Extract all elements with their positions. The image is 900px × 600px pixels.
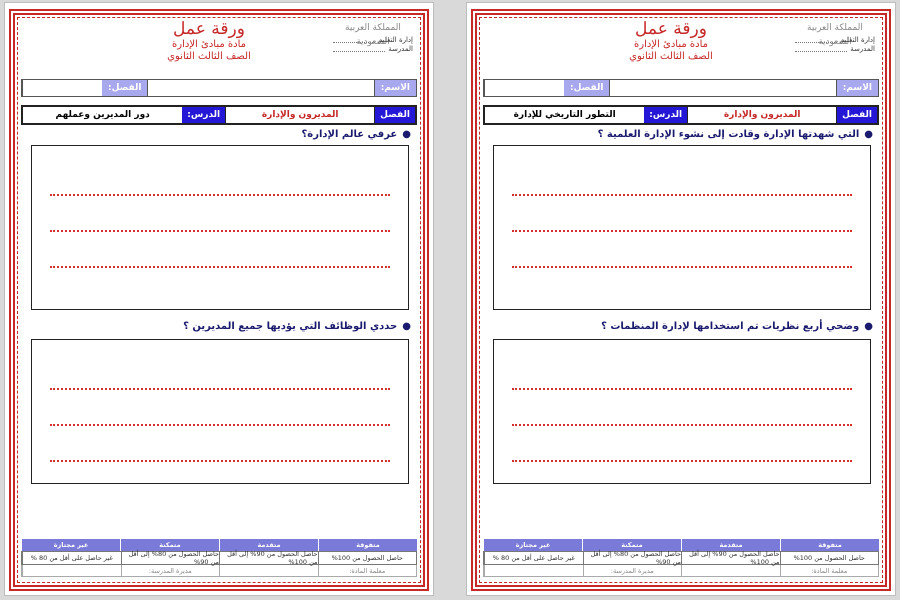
unit-lesson-row <box>21 105 417 125</box>
unit-lesson-row <box>483 105 879 125</box>
class-field[interactable] <box>484 80 564 96</box>
name-field[interactable] <box>147 80 374 96</box>
lesson-label: الدرس: <box>644 107 687 123</box>
question-text: التي شهدتها الإدارة وقادت إلى نشوء الإدارة العلمية ؟ <box>597 129 860 140</box>
class-field[interactable] <box>22 80 102 96</box>
subject-line: مادة مبادئ الإدارة <box>172 39 246 50</box>
ministry-emblem: المملكة العربية السعودية <box>807 23 863 47</box>
answer-line <box>512 196 852 232</box>
rubric-level: غير مجتازة <box>21 539 120 551</box>
unit-value: المديرون والإدارة <box>225 107 375 123</box>
edu-label: إدارة التعليم <box>378 36 413 44</box>
answer-box-1[interactable] <box>493 145 871 310</box>
rubric-level: غير مجتازة <box>483 539 582 551</box>
principal-signature: مديرة المدرسة: <box>121 565 220 576</box>
rubric-criterion[interactable]: حاصل الحصول من 90% إلى أقل من 100% <box>219 552 318 564</box>
answer-line <box>50 196 390 232</box>
signature-space[interactable] <box>219 565 318 576</box>
question-text: حددي الوظائف التي يؤديها جميع المديرين ؟ <box>183 321 398 332</box>
lesson-label: الدرس: <box>182 107 225 123</box>
question-text: وضحي أربع نظريات تم استخدامها لإدارة المنظمات ؟ <box>601 321 860 332</box>
ministry-emblem: المملكة العربية السعودية <box>345 23 401 47</box>
rubric-criterion[interactable]: حاصل الحصول من 90% إلى أقل من 100% <box>681 552 780 564</box>
answer-line <box>512 426 852 462</box>
lesson-value: التطور التاريخي للإدارة <box>513 110 616 120</box>
edu-field[interactable] <box>333 37 375 43</box>
ministry-header <box>795 21 875 53</box>
answer-line <box>512 390 852 426</box>
bullet-icon: ● <box>864 321 873 332</box>
subject-line: مادة مبادئ الإدارة <box>634 39 708 50</box>
unit-label: الفصل <box>375 107 415 123</box>
grade-line: الصف الثالث الثانوي <box>629 51 713 62</box>
teacher-signature: معلمة المادة: <box>318 565 417 576</box>
bullet-icon: ● <box>864 129 873 140</box>
rubric-level: متمكنة <box>120 539 219 551</box>
worksheet-title: ورقة عمل <box>173 19 245 39</box>
rubric-criterion[interactable]: حاصل الحصول من 100% <box>780 552 879 564</box>
unit-value: المديرون والإدارة <box>687 107 837 123</box>
teacher-signature: معلمة المادة: <box>780 565 879 576</box>
school-field[interactable] <box>333 46 385 52</box>
answer-line <box>50 186 390 196</box>
name-row <box>21 79 417 97</box>
rubric-level: متفوقة <box>318 539 417 551</box>
answer-line <box>512 232 852 268</box>
bullet-icon: ● <box>402 129 411 140</box>
signature-space[interactable] <box>681 565 780 576</box>
unit-label: الفصل <box>837 107 877 123</box>
name-field[interactable] <box>609 80 836 96</box>
question-2 <box>183 321 411 332</box>
rubric-criterion[interactable]: حاصل الحصول من 100% <box>318 552 417 564</box>
rubric-criterion[interactable]: غير حاصل على أقل من 80 % <box>22 552 121 564</box>
edu-label: إدارة التعليم <box>840 36 875 44</box>
worksheet-page-left <box>4 2 434 596</box>
answer-line <box>512 380 852 390</box>
rubric-criterion[interactable]: غير حاصل على أقل من 80 % <box>484 552 583 564</box>
signature-space[interactable] <box>484 565 583 576</box>
rubric-level: متقدمة <box>681 539 780 551</box>
worksheet-title: ورقة عمل <box>635 19 707 39</box>
rubric-level: متمكنة <box>582 539 681 551</box>
bullet-icon: ● <box>402 321 411 332</box>
ministry-header <box>333 21 413 53</box>
rubric-level: متقدمة <box>219 539 318 551</box>
answer-line <box>50 426 390 462</box>
edu-field[interactable] <box>795 37 837 43</box>
question-1 <box>598 129 873 140</box>
worksheet-page-right <box>466 2 896 596</box>
lesson-value: دور المديرين وعملهم <box>55 110 150 120</box>
rubric-criterion[interactable]: حاصل الحصول من 80% إلى أقل من 90% <box>121 552 220 564</box>
grading-rubric <box>21 539 417 581</box>
title-block <box>121 19 297 63</box>
answer-box-2[interactable] <box>31 339 409 484</box>
answer-line <box>512 186 852 196</box>
class-label: الفصل: <box>102 80 147 96</box>
name-label: الاسم: <box>837 80 878 96</box>
grading-rubric <box>483 539 879 581</box>
rubric-criterion[interactable]: حاصل الحصول من 80% إلى أقل من 90% <box>583 552 682 564</box>
rubric-level: متفوقة <box>780 539 879 551</box>
question-text: عرفي عالم الإدارة؟ <box>301 129 398 140</box>
answer-line <box>50 380 390 390</box>
name-row <box>483 79 879 97</box>
school-label: المدرسة <box>850 45 875 53</box>
principal-signature: مديرة المدرسة: <box>583 565 682 576</box>
answer-box-2[interactable] <box>493 339 871 484</box>
grade-line: الصف الثالث الثانوي <box>167 51 251 62</box>
answer-box-1[interactable] <box>31 145 409 310</box>
question-2 <box>601 321 873 332</box>
school-field[interactable] <box>795 46 847 52</box>
signature-space[interactable] <box>22 565 121 576</box>
school-label: المدرسة <box>388 45 413 53</box>
answer-line <box>50 232 390 268</box>
answer-line <box>50 390 390 426</box>
question-1 <box>302 129 412 140</box>
class-label: الفصل: <box>564 80 609 96</box>
title-block <box>583 19 759 63</box>
name-label: الاسم: <box>375 80 416 96</box>
